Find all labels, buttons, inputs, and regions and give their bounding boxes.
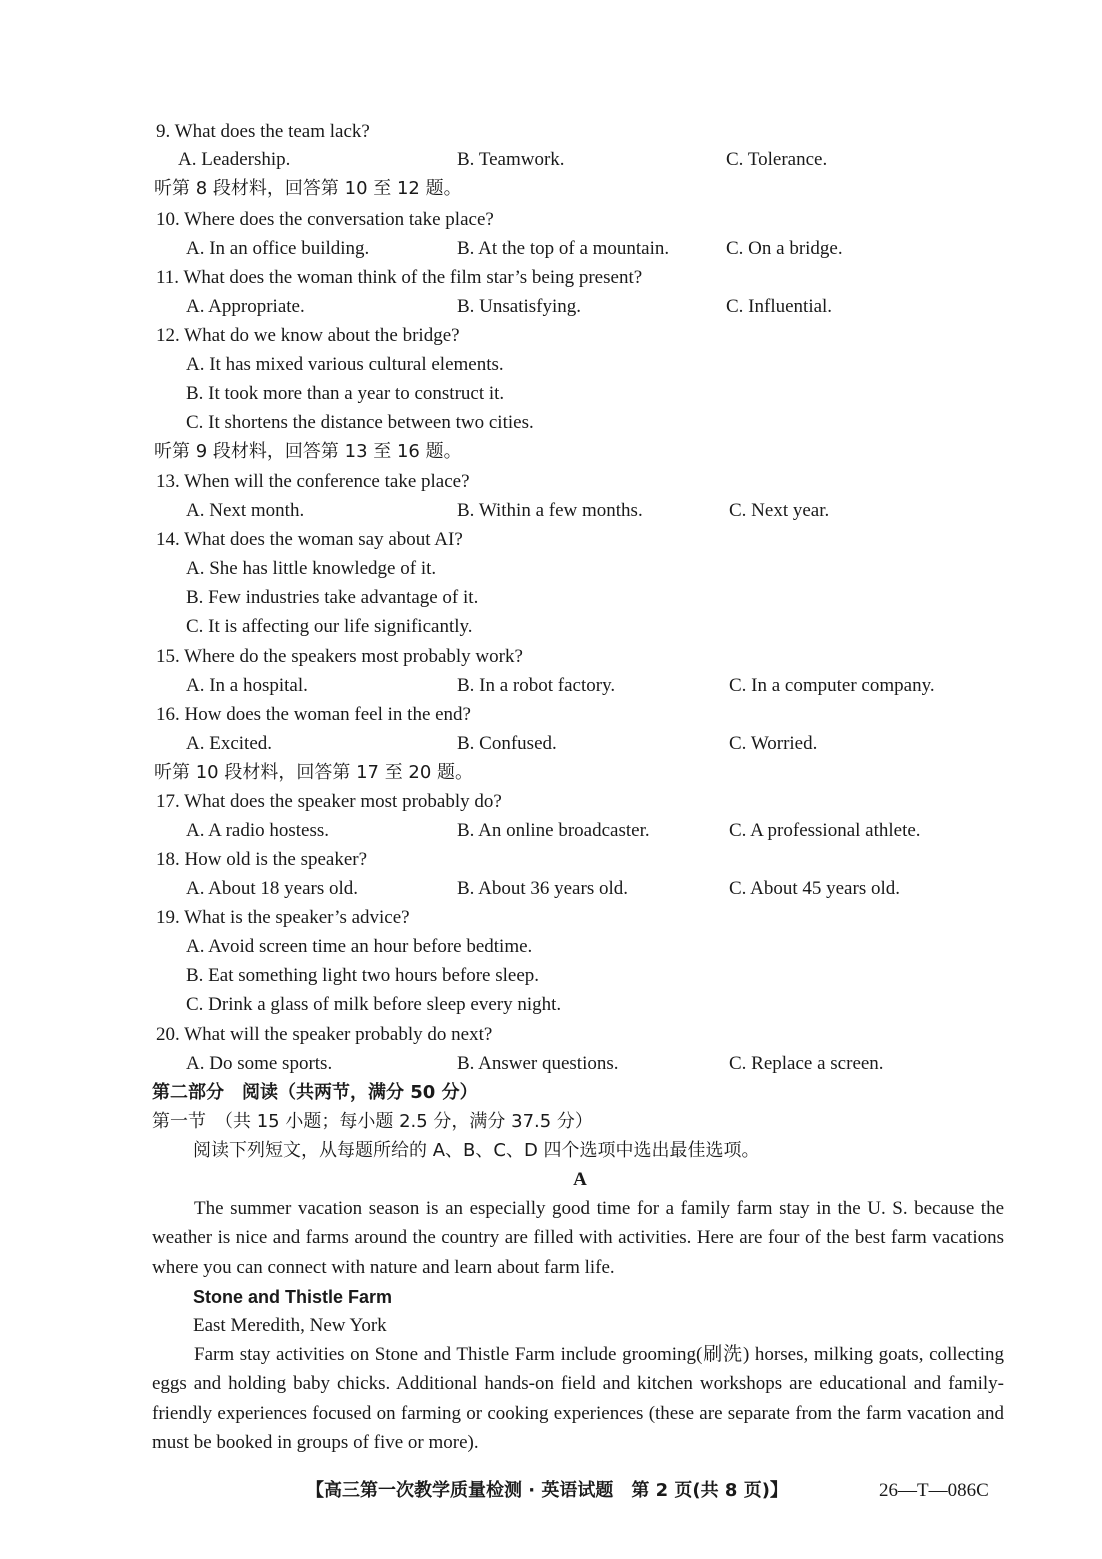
question-stem: 12. What do we know about the bridge?: [156, 325, 460, 346]
option-a: A. In a hospital.: [186, 675, 308, 696]
farm-name: Stone and Thistle Farm: [193, 1287, 393, 1307]
option-c: C. On a bridge.: [726, 238, 843, 259]
question-stem: 9. What does the team lack?: [156, 121, 370, 142]
option-c: C. About 45 years old.: [729, 878, 900, 899]
option-a: A. Excited.: [186, 733, 273, 754]
passage-label: A: [573, 1169, 587, 1190]
option-b: B. An online broadcaster.: [457, 820, 650, 841]
option-a: A. About 18 years old.: [186, 878, 359, 899]
footer-title: 【高三第一次教学质量检测 · 英语试题 第 2 页(共 8 页)】: [306, 1480, 788, 1501]
option-c: C. Drink a glass of milk before sleep every night.: [186, 994, 562, 1015]
option-c: C. A professional athlete.: [729, 820, 921, 841]
option-a: A. A radio hostess.: [186, 820, 330, 841]
option-b: B. Confused.: [457, 733, 557, 754]
option-a: A. In an office building.: [186, 238, 370, 259]
question-stem: 16. How does the woman feel in the end?: [156, 704, 471, 725]
question-stem: 14. What does the woman say about AI?: [156, 529, 463, 550]
question-stem: 17. What does the speaker most probably do?: [156, 791, 502, 812]
reading-instruction: 阅读下列短文，从每题所给的 A、B、C、D 四个选项中选出最佳选项。: [193, 1140, 760, 1161]
option-a: A. Do some sports.: [186, 1053, 333, 1074]
question-stem: 19. What is the speaker’s advice?: [156, 907, 410, 928]
option-b: B. In a robot factory.: [457, 675, 616, 696]
option-a: A. It has mixed various cultural elements.: [186, 354, 504, 375]
question-stem: 15. Where do the speakers most probably work?: [156, 646, 523, 667]
farm-description: Farm stay activities on Stone and Thistle Farm include grooming(刷洗) horses, milking goats, collecting eggs and holding baby chicks. Additional hands-on field and kitchen workshops are educational and family-friendly experiences focused on farming or cooking experiences (these are separate from the farm vacation and must be booked in groups of five or more).: [152, 1344, 1004, 1453]
option-b: B. Teamwork.: [457, 149, 565, 170]
footer-code: 26—T—086C: [879, 1480, 989, 1501]
question-stem: 11. What does the woman think of the film star’s being present?: [156, 267, 643, 288]
option-b: B. Answer questions.: [457, 1053, 619, 1074]
section-instruction: 听第 9 段材料，回答第 13 至 16 题。: [154, 441, 462, 462]
question-stem: 20. What will the speaker probably do next?: [156, 1024, 493, 1045]
question-stem: 18. How old is the speaker?: [156, 849, 368, 870]
passage-intro: The summer vacation season is an especially good time for a family farm stay in the U. S. because the weather is nice and farms around the country are filled with activities. Here are four of the best farm vacations where you can connect with nature and learn about farm life.: [152, 1198, 1004, 1278]
option-c: C. Replace a screen.: [729, 1053, 884, 1074]
section-instruction: 听第 10 段材料，回答第 17 至 20 题。: [154, 762, 474, 783]
option-a: A. Next month.: [186, 500, 305, 521]
part-title: 第二部分 阅读（共两节，满分 50 分）: [152, 1082, 478, 1103]
option-c: C. In a computer company.: [729, 675, 935, 696]
option-b: B. Eat something light two hours before sleep.: [186, 965, 540, 986]
option-c: C. Tolerance.: [726, 149, 828, 170]
option-c: C. Influential.: [726, 296, 833, 317]
section-title: 第一节 （共 15 小题；每小题 2.5 分，满分 37.5 分）: [152, 1111, 593, 1132]
option-a: A. Avoid screen time an hour before bedtime.: [186, 936, 533, 957]
option-c: C. Worried.: [729, 733, 818, 754]
farm-location: East Meredith, New York: [193, 1315, 387, 1336]
option-b: B. It took more than a year to construct it.: [186, 383, 505, 404]
option-b: B. At the top of a mountain.: [457, 238, 670, 259]
option-c: C. Next year.: [729, 500, 830, 521]
option-a: A. Appropriate.: [186, 296, 305, 317]
section-instruction: 听第 8 段材料，回答第 10 至 12 题。: [154, 178, 462, 199]
option-c: C. It is affecting our life significantly.: [186, 616, 473, 637]
question-stem: 10. Where does the conversation take place?: [156, 209, 494, 230]
option-c: C. It shortens the distance between two cities.: [186, 412, 534, 433]
question-stem: 13. When will the conference take place?: [156, 471, 470, 492]
option-b: B. Within a few months.: [457, 500, 643, 521]
option-b: B. About 36 years old.: [457, 878, 628, 899]
option-b: B. Unsatisfying.: [457, 296, 582, 317]
option-b: B. Few industries take advantage of it.: [186, 587, 479, 608]
option-a: A. She has little knowledge of it.: [186, 558, 437, 579]
option-a: A. Leadership.: [178, 149, 291, 170]
